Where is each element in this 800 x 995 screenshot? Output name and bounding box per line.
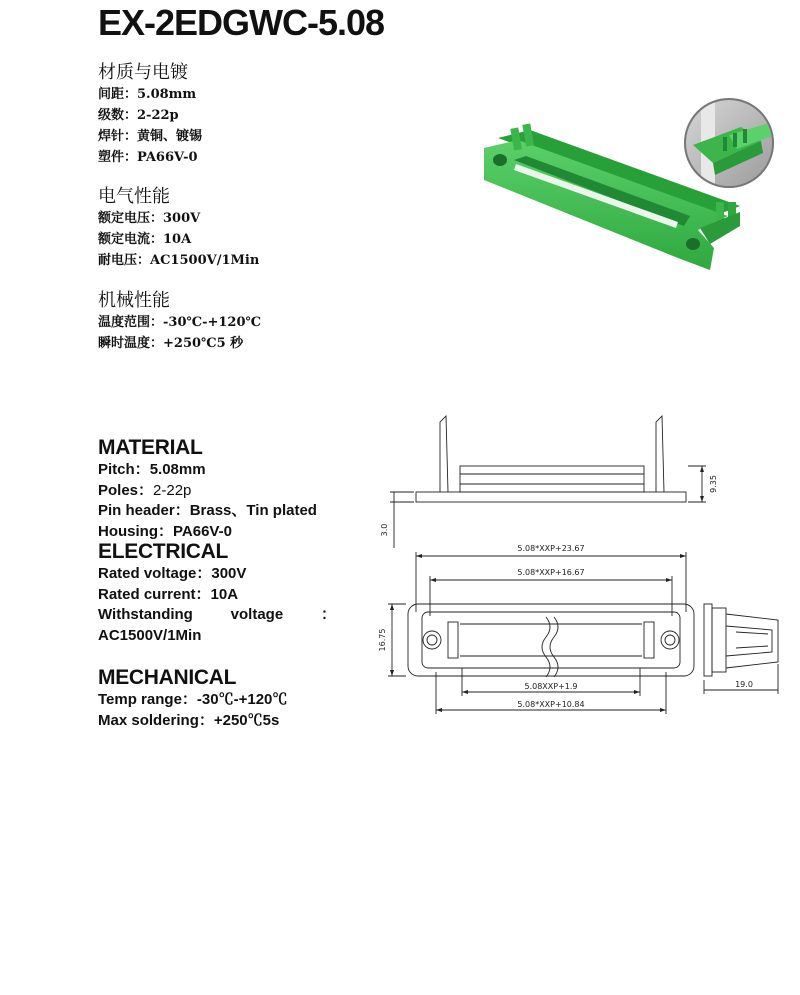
cn-temp: 温度范围：-30℃-+120℃: [98, 315, 262, 330]
en-current: [98, 585, 336, 606]
cn-electrical-heading: 电气性能: [98, 186, 170, 207]
en-withstand-value: AC1500V/1Min: [98, 626, 202, 644]
en-housing: [98, 522, 317, 543]
dim-height-front: 16.75: [378, 628, 387, 652]
cn-solder: 瞬时温度：+250℃5 秒: [98, 336, 244, 351]
en-mechanical-heading: MECHANICAL: [98, 666, 237, 689]
en-solder: [98, 711, 287, 732]
en-withstand-w3: ：: [320, 606, 336, 623]
en-temp: [98, 690, 287, 711]
en-current-value: 10A: [210, 585, 239, 603]
en-pitch-label: Pitch：: [98, 461, 150, 478]
cn-mechanical-block: [98, 286, 261, 354]
cn-withstand: 耐电压：AC1500V/1Min: [98, 253, 260, 268]
en-housing-label: Housing：: [98, 522, 173, 540]
dim-bottom-width: 5.08*XXP+10.84: [517, 700, 585, 709]
top-view-body: [460, 466, 644, 492]
en-solder-value: +250℃5s: [213, 711, 280, 729]
technical-drawing: [376, 412, 796, 722]
dim-slot-width: 5.08XXP+1.9: [524, 682, 578, 691]
cn-mechanical-heading: 机械性能: [98, 290, 170, 311]
en-voltage-label: Rated voltage：: [98, 565, 212, 582]
en-voltage-value: 300V: [211, 565, 247, 582]
en-withstand-w1: Withstanding: [98, 606, 193, 623]
en-pitch: [98, 460, 317, 481]
en-housing-value: PA66V-0: [173, 522, 232, 540]
cn-material-block: [98, 58, 202, 168]
en-poles: [98, 481, 317, 502]
dim-overall-width: 5.08*XXP+23.67: [517, 544, 585, 553]
cn-pin: 焊针：黄铜、镀锡: [98, 129, 203, 144]
cn-poles: 级数：2-22p: [98, 108, 179, 123]
cn-voltage: 额定电压：300V: [98, 211, 201, 226]
cn-material-heading: 材质与电镀: [98, 62, 188, 83]
dim-height-top: 9.35: [709, 475, 718, 493]
cn-electrical-block: [98, 182, 259, 271]
dim-side-depth: 19.0: [735, 680, 753, 689]
product-title: EX-2EDGWC-5.08: [98, 2, 385, 43]
en-withstand-w2: voltage: [230, 606, 284, 623]
application-inset-photo: [683, 97, 775, 189]
front-view-flange: [408, 604, 694, 676]
en-current-label: Rated current：: [98, 585, 211, 603]
en-poles-value: 2-22p: [153, 481, 192, 499]
en-electrical-heading: ELECTRICAL: [98, 540, 228, 563]
cn-housing: 塑件：PA66V-0: [98, 150, 198, 165]
top-view-flange: [416, 492, 686, 502]
en-mechanical-block: [98, 666, 287, 731]
en-withstand: [98, 605, 336, 626]
cn-pitch: 间距：5.08mm: [98, 87, 197, 102]
en-pin: [98, 501, 317, 522]
en-temp-value: -30℃-+120℃: [196, 691, 288, 708]
en-pin-label: Pin header：: [98, 502, 190, 519]
dim-flange-thickness: 3.0: [380, 523, 389, 537]
en-poles-label: Poles：: [98, 481, 154, 499]
en-temp-label: Temp range：: [98, 691, 197, 708]
dim-inner-width: 5.08*XXP+16.67: [517, 568, 585, 577]
en-pitch-value: 5.08mm: [149, 461, 206, 478]
cn-current: 额定电流：10A: [98, 232, 192, 247]
en-material-heading: MATERIAL: [98, 436, 203, 459]
en-pin-value: Brass、Tin plated: [189, 502, 317, 519]
en-material-block: [98, 436, 317, 542]
en-solder-label: Max soldering：: [98, 711, 214, 729]
en-voltage: [98, 564, 336, 585]
en-electrical-block: [98, 540, 336, 646]
